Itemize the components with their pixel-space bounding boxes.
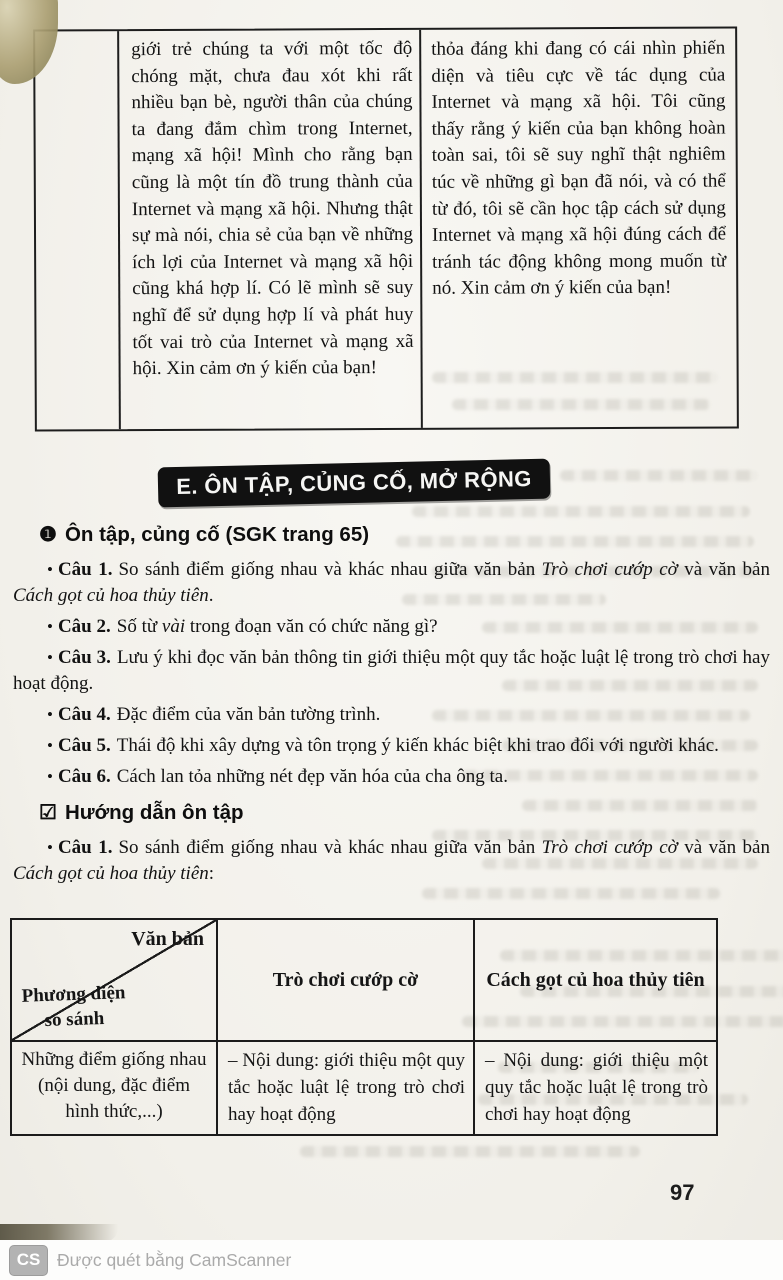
camscanner-footer — [0, 1240, 783, 1280]
question-item-6 — [13, 764, 770, 790]
dialogue-right-text: thỏa đáng khi đang có cái nhìn phiến diện và tiêu cực về tác dụng của Internet và mạng xã hội. Tôi cũng thấy rằng ý kiến của bạn không hoàn toàn sai, tôi sẽ suy nghĩ thật nghiêm túc về những gì bạn đã nói, và có thể từ đó, tôi sẽ cần học tập cách sử dụng Internet và mạng xã hội đúng cách để tránh tác động không mong muốn từ nó. Xin cảm ơn ý kiến của bạn! — [431, 37, 727, 300]
question-text: . — [208, 585, 214, 606]
page-number: 97 — [670, 1180, 695, 1205]
question-label: Câu 1. — [57, 559, 113, 580]
footer-text: Được quét bằng CamScanner — [57, 1249, 292, 1270]
question-label: Câu 3. — [57, 647, 111, 668]
guide-heading-label: Hướng dẫn ôn tập — [64, 801, 244, 824]
question-label: Câu 6. — [57, 766, 111, 787]
corner-top-label: Văn bản — [131, 928, 204, 950]
question-text: Số từ — [116, 616, 162, 637]
dialogue-right-cell — [421, 28, 737, 427]
question-label: Câu 5. — [57, 735, 111, 756]
bullet-icon: • — [47, 617, 53, 636]
question-item-3 — [13, 645, 770, 697]
checkbox-checked-icon: ☑ — [39, 802, 57, 824]
guide-heading — [39, 800, 770, 825]
comparison-table — [10, 918, 718, 1136]
bullet-icon: • — [47, 560, 53, 579]
column-header-2: Cách gọt củ hoa thủy tiên — [486, 968, 705, 991]
question-label: Câu 4. — [57, 704, 111, 725]
dialogue-left-cell — [119, 30, 423, 429]
aspect-cell: Những điểm giống nhau (nội dung, đặc điểm hình thức,...) — [12, 1042, 218, 1134]
question-text: Lưu ý khi đọc văn bản thông tin giới thiệu một quy tắc hoặc luật lệ trong trò chơi hay hoạt động. — [13, 647, 770, 694]
question-item-1 — [13, 557, 770, 609]
column-header-1: Trò chơi cướp cờ — [218, 920, 475, 1040]
review-heading-label: Ôn tập, củng cố (SGK trang 65) — [64, 523, 370, 546]
diagonal-corner-cell — [12, 920, 218, 1040]
question-text: và văn bản — [677, 559, 770, 580]
main-content — [0, 514, 783, 892]
question-text: : — [208, 863, 215, 884]
corner-bottom-label: Phương diện so sánh — [21, 982, 126, 1032]
camscanner-logo-icon: CS — [9, 1245, 48, 1276]
bullet-icon: • — [47, 736, 53, 755]
row-cell-1: – Nội dung: giới thiệu một quy tắc hoặc luật lệ trong trò chơi hay hoạt động — [218, 1042, 475, 1134]
question-item-5 — [13, 733, 770, 759]
review-heading — [39, 522, 770, 547]
comparison-table-row — [12, 1040, 716, 1134]
dialogue-left-text: giới trẻ chúng ta với một tốc độ chóng mặt, chưa đau xót khi rất nhiều bạn bè, người thân của chúng ta đang đắm chìm trong Internet, mạng xã hội! Mình cho rằng bạn cũng là một tín đồ trung thành của Internet và mạng xã hội. Nhưng thật sự mà nói, chia sẻ của bạn về những ích lợi của Internet và mạng xã hội cũng khá hợp lí. Có lẽ mình sẽ suy nghĩ để sử dụng hợp lí và phát huy tốt vai trò của Internet và mạng xã hội. Xin cảm ơn ý kiến của bạn! — [131, 37, 414, 380]
question-item-4 — [13, 702, 770, 728]
section-banner — [158, 459, 551, 508]
question-label: Câu 2. — [57, 616, 111, 637]
dialogue-empty-cell — [35, 31, 121, 429]
bullet-icon: • — [47, 767, 53, 786]
work-title: Cách gọt củ hoa thủy tiên — [13, 585, 209, 606]
question-text: So sánh điểm giống nhau và khác nhau giữa văn bản — [118, 559, 542, 580]
question-text: So sánh điểm giống nhau và khác nhau giữa văn bản — [118, 837, 542, 858]
work-title: Trò chơi cướp cờ — [541, 559, 678, 580]
row-cell-2: – Nội dung: giới thiệu một quy tắc hoặc luật lệ trong trò chơi hay hoạt động — [485, 1050, 708, 1125]
question-text: Đặc điểm của văn bản tường trình. — [116, 704, 381, 725]
question-label: Câu 1. — [57, 837, 113, 858]
guide-question-item — [13, 835, 770, 887]
comparison-table-header-row — [12, 920, 716, 1040]
question-text: Cách lan tỏa những nét đẹp văn hóa của cha ông ta. — [116, 766, 508, 787]
word-emphasis: vài — [161, 616, 186, 637]
bullet-icon: • — [47, 705, 53, 724]
bullet-icon: • — [47, 648, 53, 667]
question-text: và văn bản — [677, 837, 770, 858]
question-text: Thái độ khi xây dựng và tôn trọng ý kiến khác biệt khi trao đổi với người khác. — [116, 735, 719, 756]
circled-one-icon: ❶ — [39, 524, 57, 546]
bullet-icon: • — [47, 838, 53, 857]
section-banner-label: E. ÔN TẬP, CỦNG CỐ, MỞ RỘNG — [175, 465, 532, 500]
work-title: Trò chơi cướp cờ — [541, 837, 678, 858]
dialogue-table — [33, 26, 739, 431]
question-item-2 — [13, 614, 770, 640]
work-title: Cách gọt củ hoa thủy tiên — [13, 863, 209, 884]
question-text: trong đoạn văn có chức năng gì? — [185, 616, 438, 637]
